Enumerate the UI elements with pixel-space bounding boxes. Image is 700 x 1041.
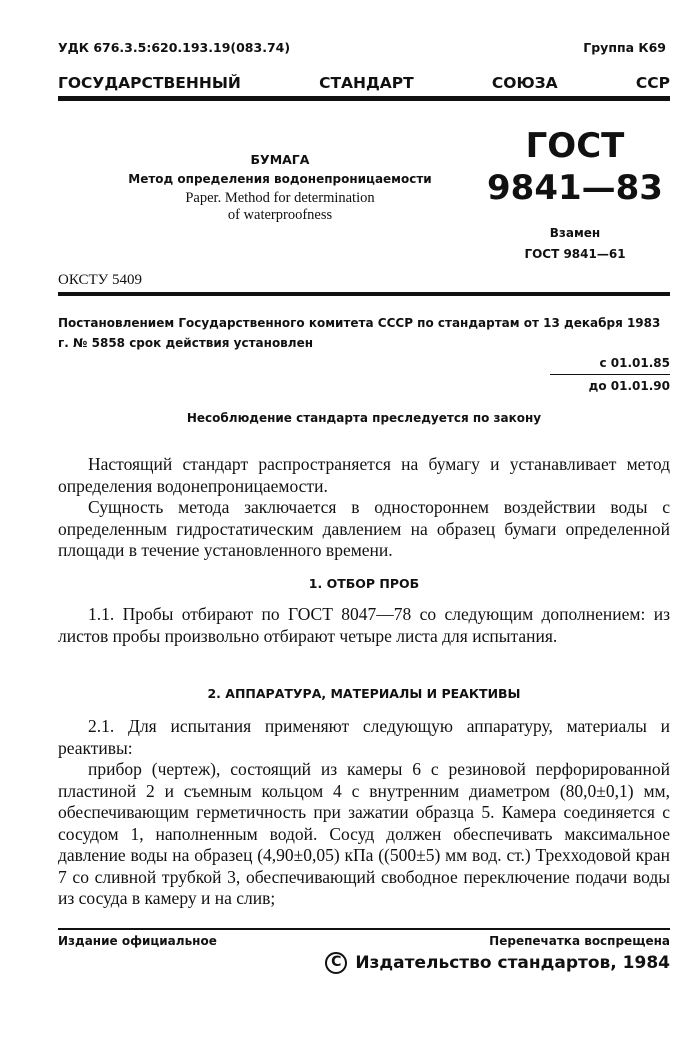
intro-section (58, 454, 670, 562)
section-2-paragraph-1: 2.1. Для испытания применяют следующую аппаратуру, материалы и реактивы: (58, 716, 670, 758)
decree-text: Постановлением Государственного комитета СССР по стандартам от 13 декабря 1983 г. № 5858 срок действия установлен (58, 316, 661, 350)
gost-number: 9841—83 (487, 168, 663, 208)
method-title-en-line2: of waterproofness (227, 206, 333, 223)
banner-word-2: СТАНДАРТ (319, 74, 414, 92)
section-2-paragraph-2: прибор (чертеж), состоящий из камеры 6 с резиновой перфорированной пластиной 2 и съемным кольцом 4 с внутренним диаметром (80,0±0,1) мм, обеспечивающим герметичность при зажатии образца 5. Камера соединяется с сосудом 1, наполненным водой. Сосуд должен обеспечивать максимальное давление воды на образец (4,90±0,05) кПа ((500±5) мм вод. ст.) Трехходовой кран 7 со сливной трубкой 3, обеспечивающий свободное переключение подачи воды из сосуда в камеру и на слив; (58, 759, 670, 908)
intro-paragraph-2: Сущность метода заключается в одностороннем воздействии воды с определенным гидростатическим давлением на образец бумаги определенной площади в течение установленного времени. (58, 497, 670, 560)
method-title-ru: Метод определения водонепроницаемости (128, 172, 432, 186)
official-edition-label: Издание официальное (58, 934, 217, 948)
section-2-heading: 2. АППАРАТУРА, МАТЕРИАЛЫ И РЕАКТИВЫ (207, 686, 521, 701)
top-rule (58, 96, 670, 101)
section-1-paragraph-1: 1.1. Пробы отбирают по ГОСТ 8047—78 со следующим дополнением: из листов пробы произвольно отбирают четыре листа для испытания. (58, 604, 670, 646)
okstu-code: ОКСТУ 5409 (58, 272, 143, 288)
replace-label: Взамен (549, 226, 601, 240)
date-to: до 01.01.90 (588, 379, 670, 393)
group-code: Группа К69 (583, 40, 666, 55)
subject-block (100, 152, 460, 223)
section-1-body (58, 604, 670, 647)
gost-word: ГОСТ (525, 126, 625, 166)
section-1-heading: 1. ОТБОР ПРОБ (308, 576, 420, 591)
udk-code: УДК 676.3.5:620.193.19(083.74) (58, 40, 291, 55)
banner-word-4: ССР (635, 74, 670, 92)
replaced-standard: ГОСТ 9841—61 (524, 247, 626, 261)
reprint-prohibited-label: Перепечатка воспрещена (489, 934, 670, 948)
section-2-body (58, 716, 670, 910)
banner-word-1: ГОСУДАРСТВЕННЫЙ (58, 74, 241, 92)
copyright-icon: C (325, 952, 347, 974)
gost-block (480, 126, 670, 261)
banner-word-3: СОЮЗА (491, 74, 558, 92)
method-title-en (100, 190, 460, 223)
state-standard-banner (58, 74, 670, 92)
intro-paragraph-1: Настоящий стандарт распространяется на бумагу и устанавливает метод определения водонепроницаемости. (58, 454, 670, 496)
publisher-line (325, 952, 670, 974)
bottom-rule (58, 928, 670, 930)
subject-title: БУМАГА (250, 152, 310, 167)
law-notice: Несоблюдение стандарта преследуется по закону (186, 411, 542, 425)
validity-dates (550, 356, 670, 393)
publisher-name: Издательство стандартов, 1984 (355, 953, 670, 973)
date-from: с 01.01.85 (550, 356, 670, 375)
middle-rule (58, 292, 670, 296)
method-title-en-line1: Paper. Method for determination (185, 190, 375, 206)
